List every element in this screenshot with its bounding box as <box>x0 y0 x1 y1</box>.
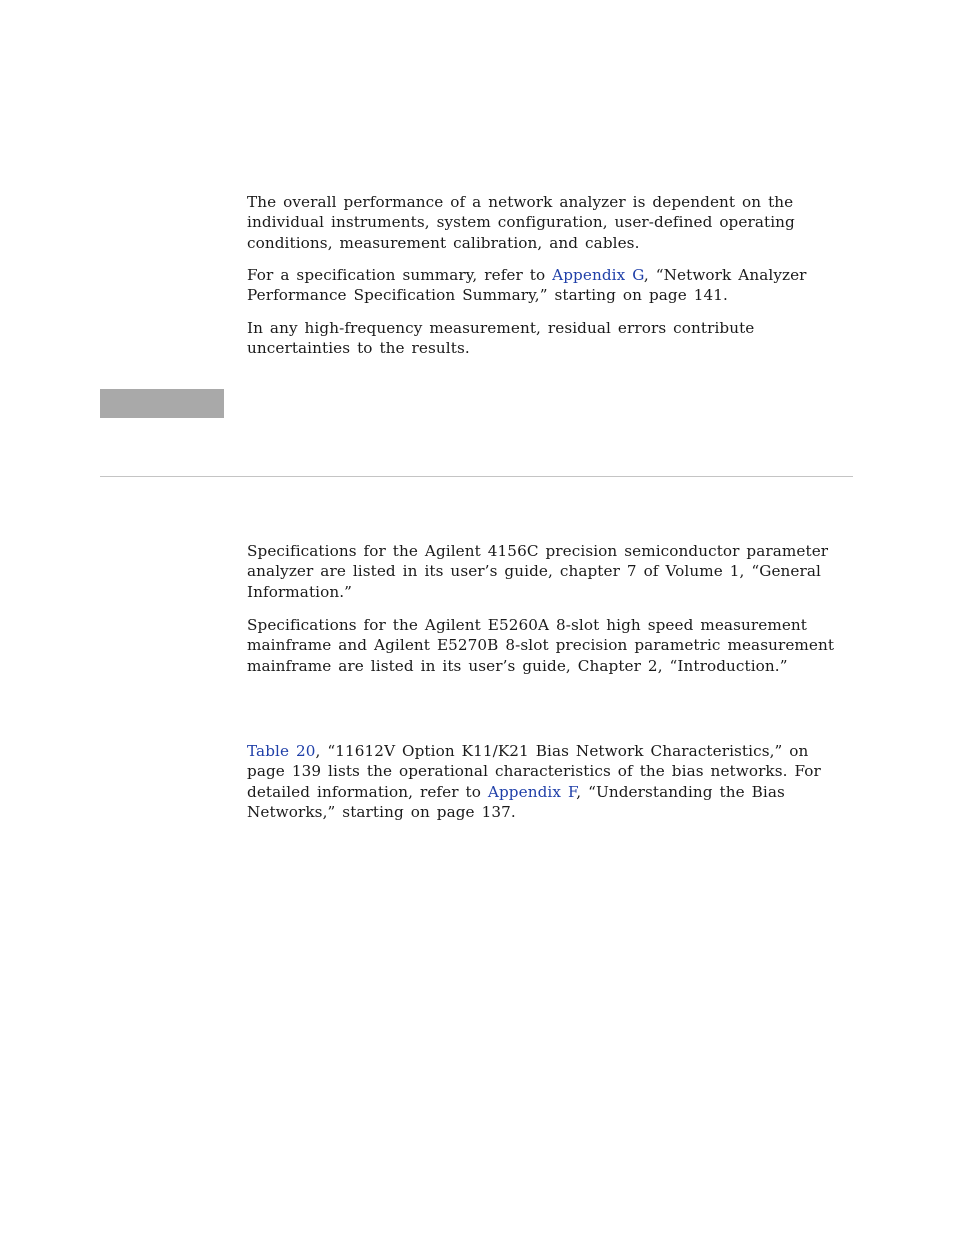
spec-summary-text <box>247 265 822 306</box>
performance-paragraph-2 <box>247 265 822 306</box>
note-marker-bar <box>100 389 224 418</box>
performance-paragraph-1 <box>247 192 847 253</box>
performance-paragraph-3 <box>247 318 787 359</box>
bias-network-suffix: , “Understanding the Bias Networks,” starting on page 137. <box>247 782 785 822</box>
section-divider <box>100 476 853 477</box>
spec-paragraph-1 <box>247 541 839 602</box>
spec-summary-prefix: For a specification summary, refer to <box>247 266 553 284</box>
agilent-e5260a-text: Specifications for the Agilent E5260A 8-slot high speed measurement mainframe and Agilent E5270B 8-slot precision parametric measurement mainframe are listed in its user’s guide, Chapter 2, “Introduction.” <box>247 616 835 675</box>
appendix-g-link[interactable]: Appendix G <box>552 266 644 284</box>
performance-text: The overall performance of a network analyzer is dependent on the individual instruments, system configuration, user-defined operating conditions, measurement calibration, and cables. <box>247 193 795 252</box>
table-20-link[interactable]: Table 20 <box>247 742 316 760</box>
residual-errors-text: In any high-frequency measurement, residual errors contribute uncertainties to the results. <box>247 319 755 358</box>
bias-network-paragraph <box>247 741 832 823</box>
bias-network-mid: , “11612V Option K11/K21 Bias Network Characteristics,” on page 139 lists the operational characteristics of the bias networks. For detailed information, refer to <box>247 742 821 801</box>
spec-paragraph-2 <box>247 615 847 676</box>
bias-network-text <box>247 741 832 823</box>
agilent-4156c-text: Specifications for the Agilent 4156C precision semiconductor parameter analyzer are listed in its user’s guide, chapter 7 of Volume 1, “General Information.” <box>247 542 829 601</box>
appendix-f-link[interactable]: Appendix F <box>487 782 577 801</box>
spec-summary-suffix: , “Network Analyzer Performance Specification Summary,” starting on page 141. <box>247 266 807 305</box>
